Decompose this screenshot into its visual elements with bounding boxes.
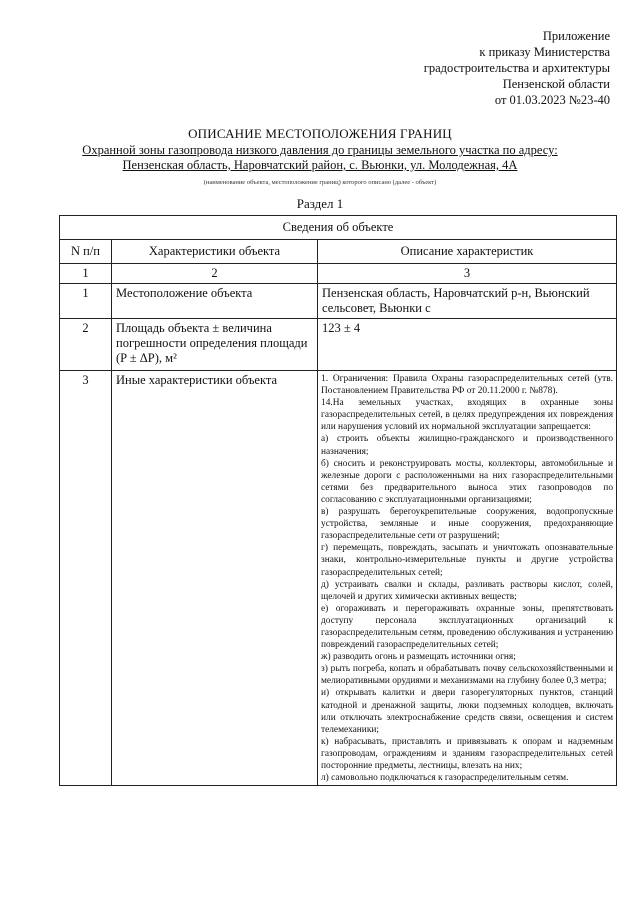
table-caption-row: [60, 216, 617, 240]
table-row: [60, 319, 617, 371]
approval-line: к приказу Министерства: [479, 45, 610, 59]
table-row: [60, 284, 617, 319]
column-header: Описание характеристик: [318, 240, 617, 264]
restriction-paragraph: л) самовольно подключаться к газораспределительным сетям.: [321, 773, 569, 784]
column-header: Характеристики объекта: [112, 240, 318, 264]
object-caption: (наименование объекта, местоположение границ) которого описано (далее - объект): [203, 179, 437, 186]
restriction-paragraph: е) огораживать и перегораживать охранные зоны, препятствовать доступу персонала эксплуатационных организаций к газораспределительным сетям, проведению обслуживания и устранению повреждений газораспределительных сетей;: [321, 603, 614, 651]
object-name-line: Пензенская область, Наровчатский район, с. Вьюнки, ул. Молодежная, 4А: [122, 158, 518, 172]
column-number: 3: [318, 264, 617, 284]
approval-line: Пензенской области: [502, 77, 610, 91]
row-description: [318, 371, 617, 786]
table-header-row: [60, 240, 617, 264]
column-number: 1: [60, 264, 112, 284]
restriction-paragraph: г) перемещать, повреждать, засыпать и уничтожать опознавательные знаки, контрольно-измерительные пункты и другие устройства газораспределительных сетей;: [321, 543, 614, 578]
row-description: Пензенская область, Наровчатский р-н, Вьюнский сельсовет, Вьюнки с: [318, 284, 617, 319]
restriction-paragraph: б) сносить и реконструировать мосты, коллекторы, автомобильные и железные дороги с расположенными на них газораспределительными сетями без предварительного выноса этих газопроводов по согласованию с эксплуатационными организациями;: [321, 458, 614, 505]
row-description: 123 ± 4: [318, 319, 617, 371]
restriction-paragraph: а) строить объекты жилищно-гражданского и производственного назначения;: [321, 434, 614, 457]
row-number: 3: [60, 371, 112, 786]
approval-block: [424, 28, 610, 108]
restriction-paragraph: д) устраивать свалки и склады, разливать растворы кислот, солей, щелочей и других химически активных веществ;: [321, 579, 614, 602]
restriction-paragraph: к) набрасывать, приставлять и привязывать к опорам и надземным газопроводам, ограждениям и зданиям газораспределительных сетей посторонние предметы, лестницы, влезать на них;: [321, 736, 614, 771]
object-info-table: [59, 215, 617, 786]
document-title: ОПИСАНИЕ МЕСТОПОЛОЖЕНИЯ ГРАНИЦ: [188, 126, 452, 141]
object-name-line: Охранной зоны газопровода низкого давления до границы земельного участка по адресу:: [82, 143, 558, 157]
restriction-paragraph: в) разрушать берегоукрепительные сооружения, водопропускные устройства, земляные и иные сооружения, предохраняющие газораспределительные сети от разрушений;: [321, 507, 614, 542]
row-characteristic: Местоположение объекта: [112, 284, 318, 319]
section-title: Раздел 1: [296, 196, 344, 211]
approval-line: Приложение: [542, 29, 610, 43]
column-header: N п/п: [60, 240, 112, 264]
row-number: 1: [60, 284, 112, 319]
row-characteristic: Иные характеристики объекта: [112, 371, 318, 786]
table-row: [60, 371, 617, 786]
table-caption: Сведения об объекте: [60, 216, 617, 240]
row-characteristic: Площадь объекта ± величина погрешности определения площади (P ± ΔP), м²: [112, 319, 318, 371]
restriction-paragraph: з) рыть погреба, копать и обрабатывать почву сельскохозяйственными и мелиоративными орудиями и механизмами на глубину более 0,3 метра;: [321, 664, 614, 687]
column-number: 2: [112, 264, 318, 284]
restriction-paragraph: 1. Ограничения: Правила Охраны газораспределительных сетей (утв. Постановлением Правительства РФ от 20.11.2000 г. №878).: [321, 374, 614, 397]
column-numbering-row: [60, 264, 617, 284]
restriction-paragraph: 14.На земельных участках, входящих в охранные зоны газораспределительных сетей, в целях предупреждения их повреждения или нарушения условий их нормальной эксплуатации запрещается:: [321, 398, 614, 433]
approval-line: градостроительства и архитектуры: [423, 61, 610, 75]
restriction-paragraph: и) открывать калитки и двери газорегуляторных пунктов, станций катодной и дренажной защиты, люки подземных колодцев, включать или отключать электроснабжение средств связи, освещения и систем телемеханики;: [321, 688, 614, 735]
object-name: [0, 143, 640, 173]
restriction-paragraph: ж) разводить огонь и размещать источники огня;: [321, 652, 516, 663]
approval-line: от 01.03.2023 №23-40: [494, 93, 610, 107]
row-number: 2: [60, 319, 112, 371]
